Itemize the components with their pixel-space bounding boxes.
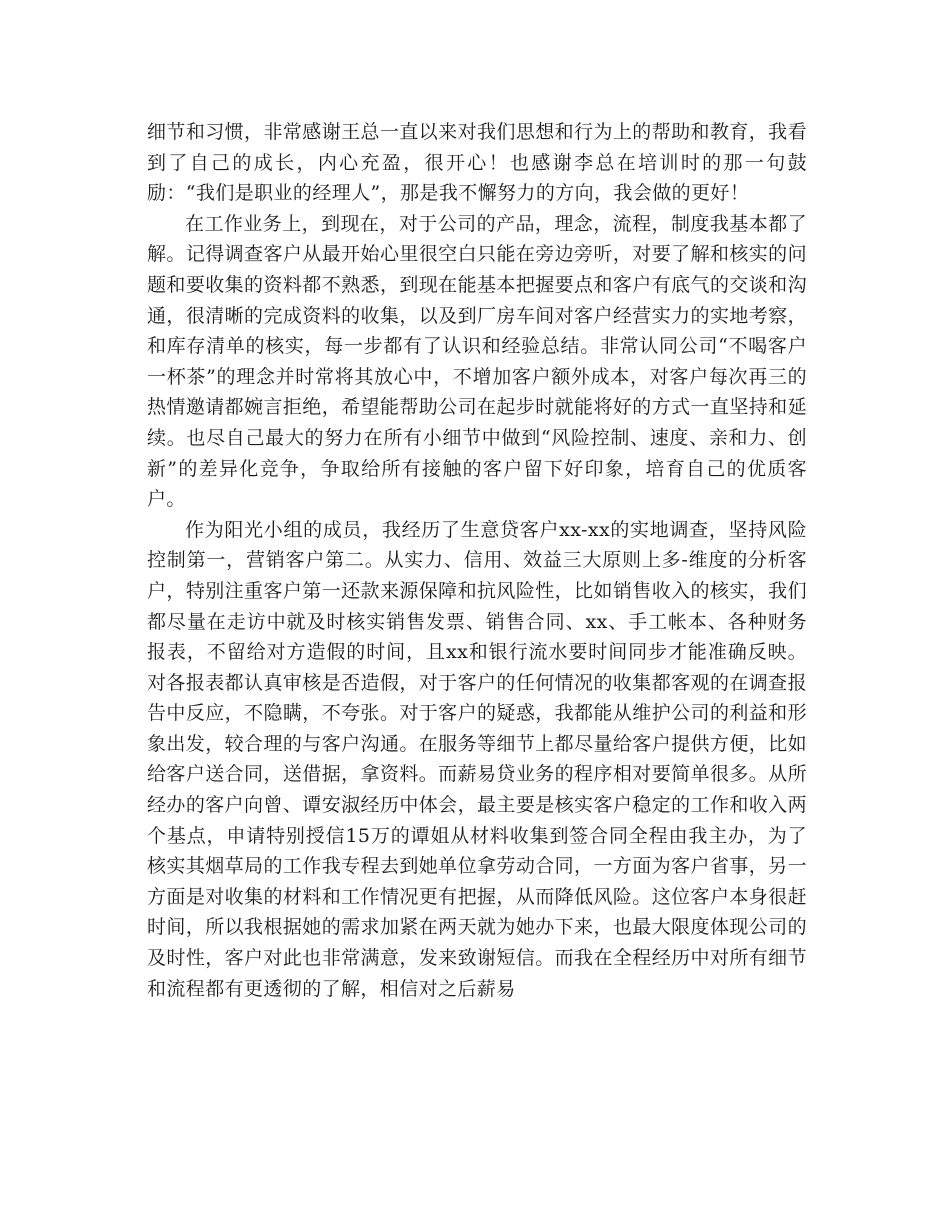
- document-body: [147, 117, 807, 1004]
- paragraph-1: 细节和习惯，非常感谢王总一直以来对我们思想和行为上的帮助和教育，我看到了自己的成长，内心充盈，很开心！也感谢李总在培训时的那一句鼓励：“我们是职业的经理人”，那是我不懈努力的方向，我会做的更好！: [147, 121, 807, 205]
- paragraph-2: 在工作业务上，到现在，对于公司的产品，理念，流程，制度我基本都了解。记得调查客户从最开始心里很空白只能在旁边旁听，对要了解和核实的问题和要收集的资料都不熟悉，到现在能基本把握要点和客户有底气的交谈和沟通，很清晰的完成资料的收集，以及到厂房车间对客户经营实力的实地考察，和库存清单的核实，每一步都有了认识和经验总结。非常认同公司“不喝客户一杯茶”的理念并时常将其放心中，不增加客户额外成本，对客户每次再三的热情邀请都婉言拒绝，希望能帮助公司在起步时就能将好的方式一直坚持和延续。也尽自己最大的努力在所有小细节中做到“风险控制、速度、亲和力、创新”的差异化竞争，争取给所有接触的客户留下好印象，培育自己的优质客户。: [147, 212, 807, 511]
- paragraph-3: 作为阳光小组的成员，我经历了生意贷客户xx-xx的实地调查，坚持风险控制第一，营销客户第二。从实力、信用、效益三大原则上多-维度的分析客户，特别注重客户第一还款来源保障和抗风险性，比如销售收入的核实，我们都尽量在走访中就及时核实销售发票、销售合同、xx、手工帐本、各种财务报表，不留给对方造假的时间，且xx和银行流水要时间同步才能准确反映。对各报表都认真审核是否造假，对于客户的任何情况的收集都客观的在调查报告中反应，不隐瞒，不夸张。对于客户的疑惑，我都能从维护公司的利益和形象出发，较合理的与客户沟通。在服务等细节上都尽量给客户提供方便，比如给客户送合同，送借据，拿资料。而薪易贷业务的程序相对要简单很多。从所经办的客户向曾、谭安淑经历中体会，最主要是核实客户稳定的工作和收入两个基点，申请特别授信15万的谭姐从材料收集到签合同全程由我主办，为了核实其烟草局的工作我专程去到她单位拿劳动合同，一方面为客户省事，另一方面是对收集的材料和工作情况更有把握，从而降低风险。这位客户本身很赶时间，所以我根据她的需求加紧在两天就为她办下来，也最大限度体现公司的及时性，客户对此也非常满意，发来致谢短信。而我在全程经历中对所有细节和流程都有更透彻的了解，相信对之后薪易: [147, 518, 807, 1000]
